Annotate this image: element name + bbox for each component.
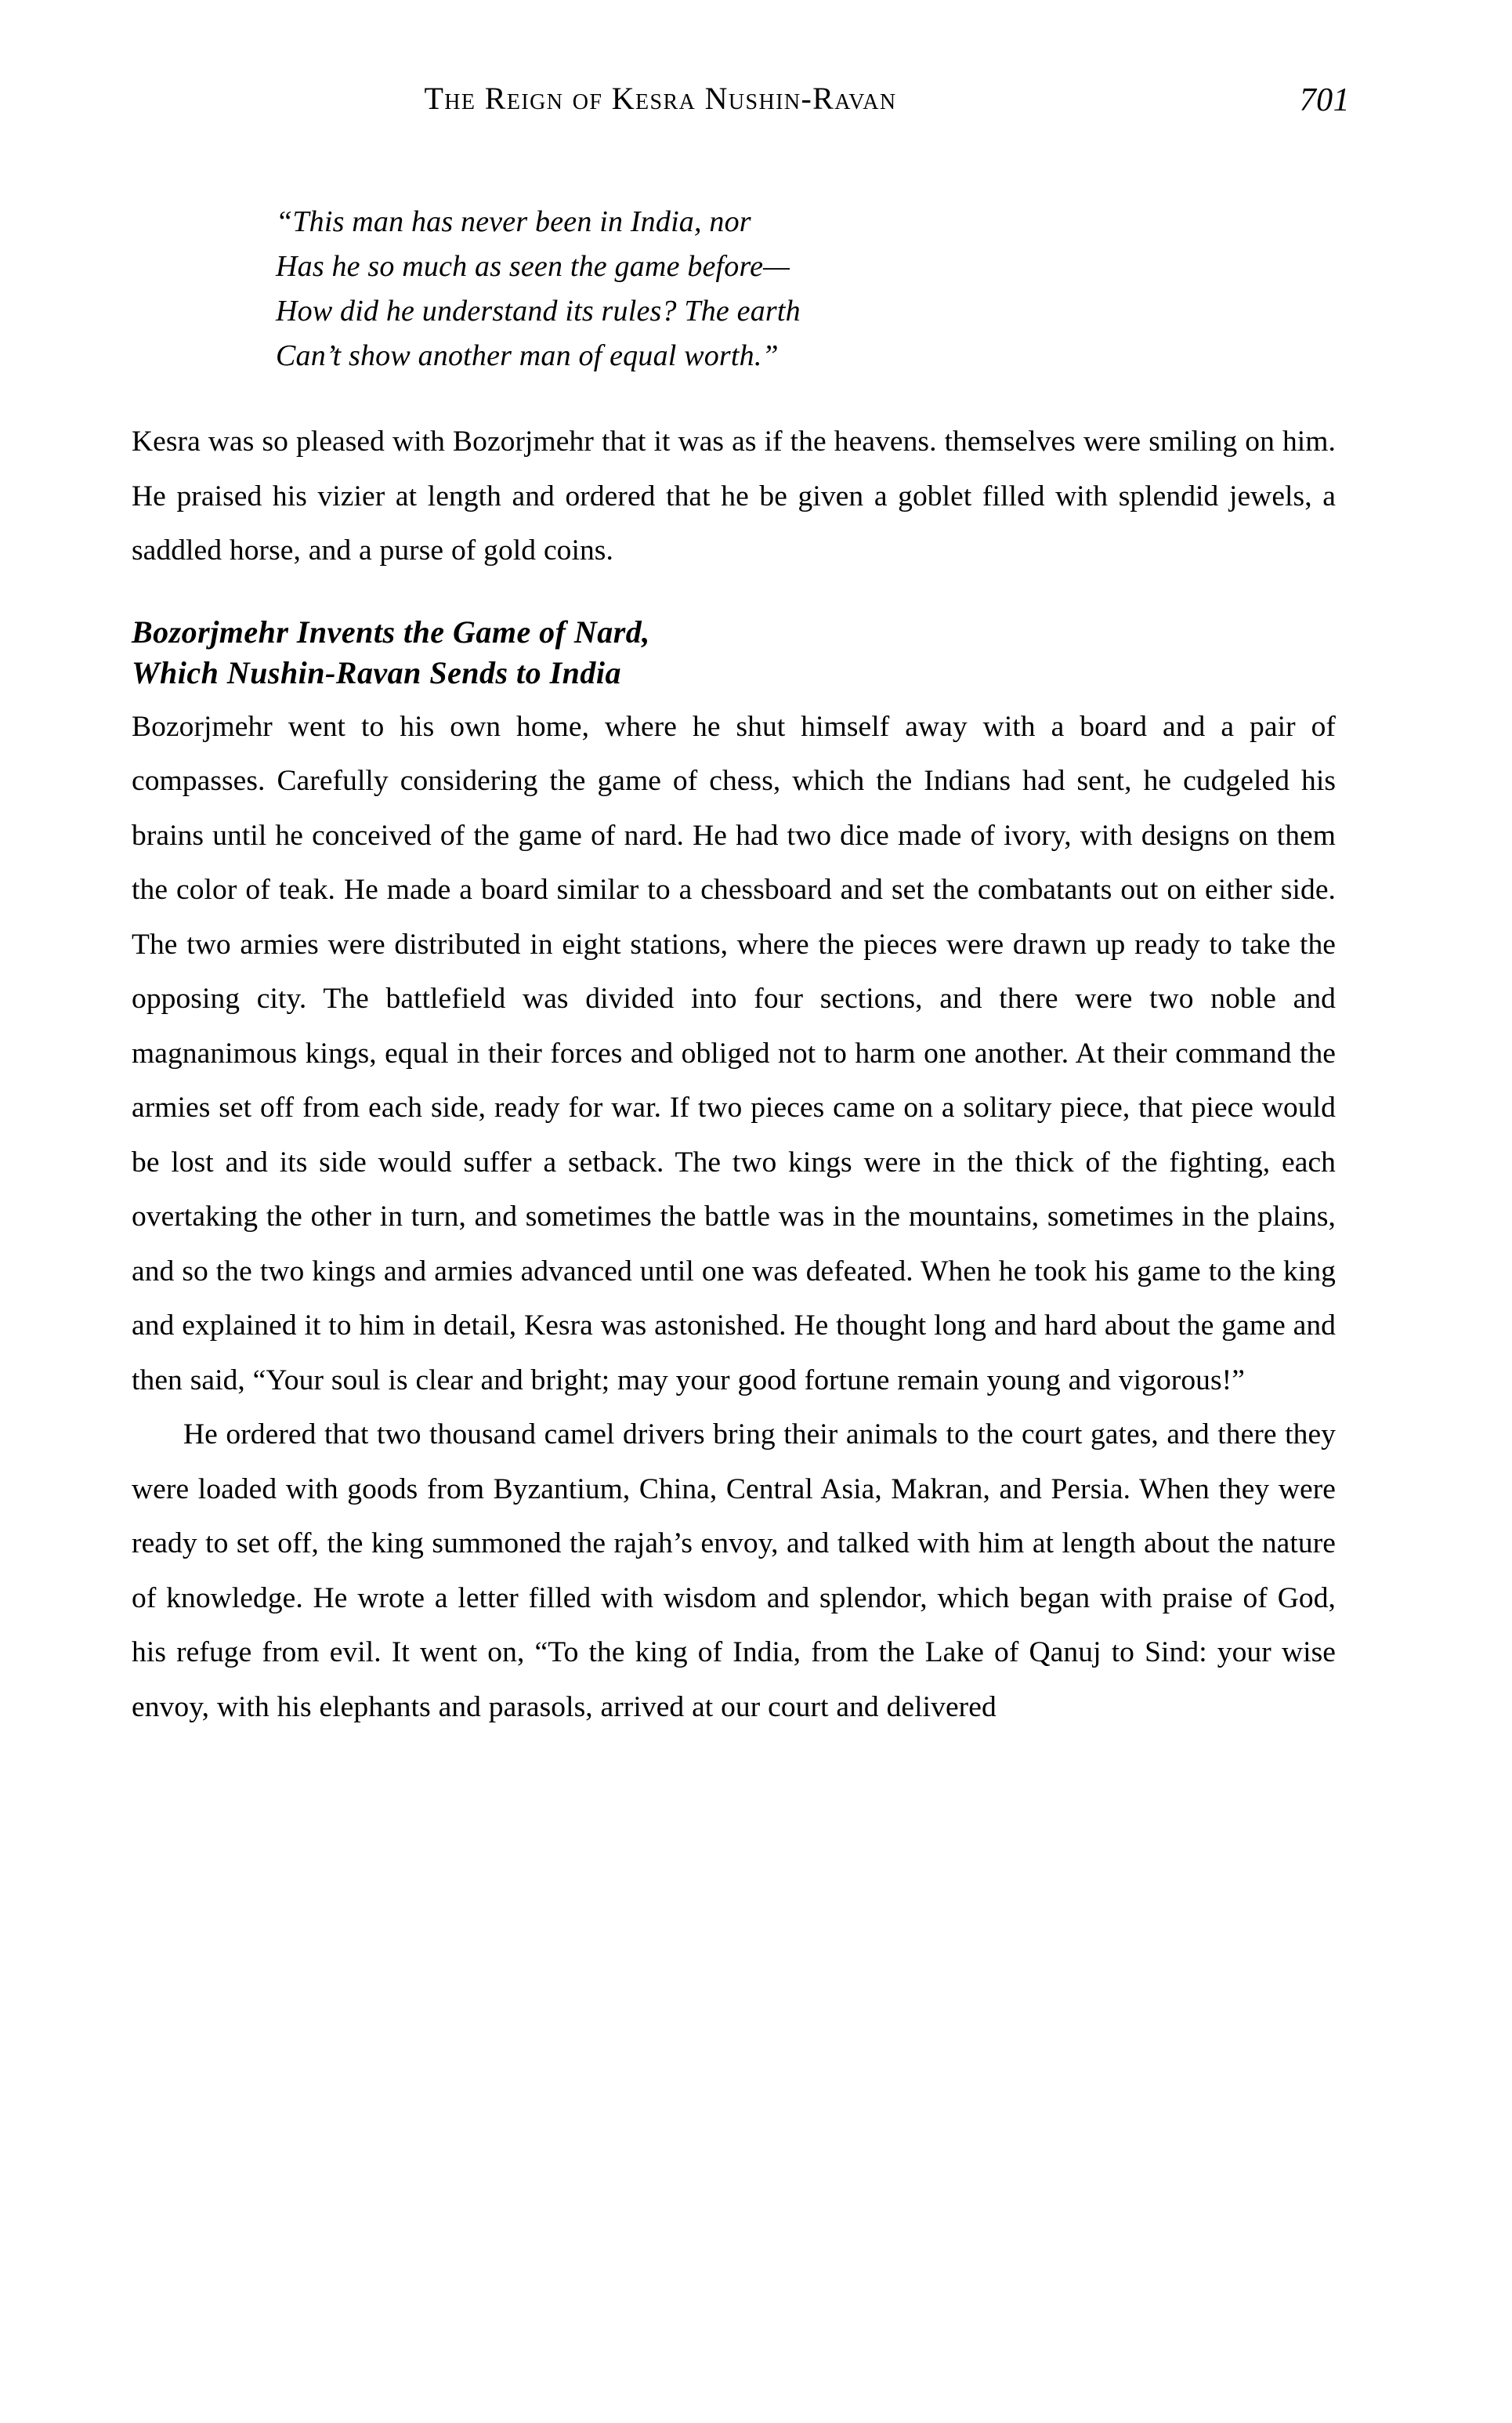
epigraph-verse <box>276 200 1336 378</box>
running-head-title: The Reign of Kesra Nushin-Ravan <box>424 81 897 116</box>
verse-line: Has he so much as seen the game before— <box>276 250 790 283</box>
verse-line: Can’t show another man of equal worth.” <box>276 339 779 372</box>
body-paragraph: Bozorjmehr went to his own home, where he shut himself away with a board and a pair of compasses. Carefully considering the game of chess, which the Indians had sent, he cudgeled his brains until he conceived of the game of nard. He had two dice made of ivory, with designs on them the color of teak. He made a board similar to a chessboard and set the combatants out on either side. The two armies were distributed in eight stations, where the pieces were drawn up ready to take the opposing city. The battlefield was divided into four sections, and there were two noble and magnanimous kings, equal in their forces and obliged not to harm one another. At their command the armies set off from each side, ready for war. If two pieces came on a solitary piece, that piece would be lost and its side would suffer a setback. The two kings were in the thick of the fighting, each overtaking the other in turn, and sometimes the battle was in the mountains, sometimes in the plains, and so the two kings and armies advanced until one was defeated. When he took his game to the king and explained it to him in detail, Kesra was astonished. He thought long and hard about the game and then said, “Your soul is clear and bright; may your good fortune remain young and vigorous!” <box>132 710 1336 1396</box>
page-number: 701 <box>1299 82 1350 118</box>
section-heading-line: Bozorjmehr Invents the Game of Nard, <box>132 614 650 650</box>
section-heading-line: Which Nushin-Ravan Sends to India <box>132 654 621 690</box>
text-column <box>132 200 1336 1734</box>
section-heading <box>132 612 1336 694</box>
body-paragraph: Kesra was so pleased with Bozorjmehr that it was as if the heavens. themselves were smiling on him. He praised his vizier at length and ordered that he be given a goblet filled with splendid jewels, a saddled horse, and a purse of gold coins. <box>132 426 1336 567</box>
body-paragraph: He ordered that two thousand camel drivers bring their animals to the court gates, and there they were loaded with goods from Byzantium, China, Central Asia, Makran, and Persia. When they were ready to set off, the king summoned the rajah’s envoy, and talked with him at length about the nature of knowledge. He wrote a letter filled with wisdom and splendor, which began with praise of God, his refuge from evil. It went on, “To the king of India, from the Lake of Qanuj to Sind: your wise envoy, with his elephants and parasols, arrived at our court and delivered <box>132 1418 1336 1723</box>
running-head <box>132 77 1350 132</box>
verse-line: “This man has never been in India, nor <box>276 205 751 238</box>
verse-line: How did he understand its rules? The earth <box>276 295 801 328</box>
